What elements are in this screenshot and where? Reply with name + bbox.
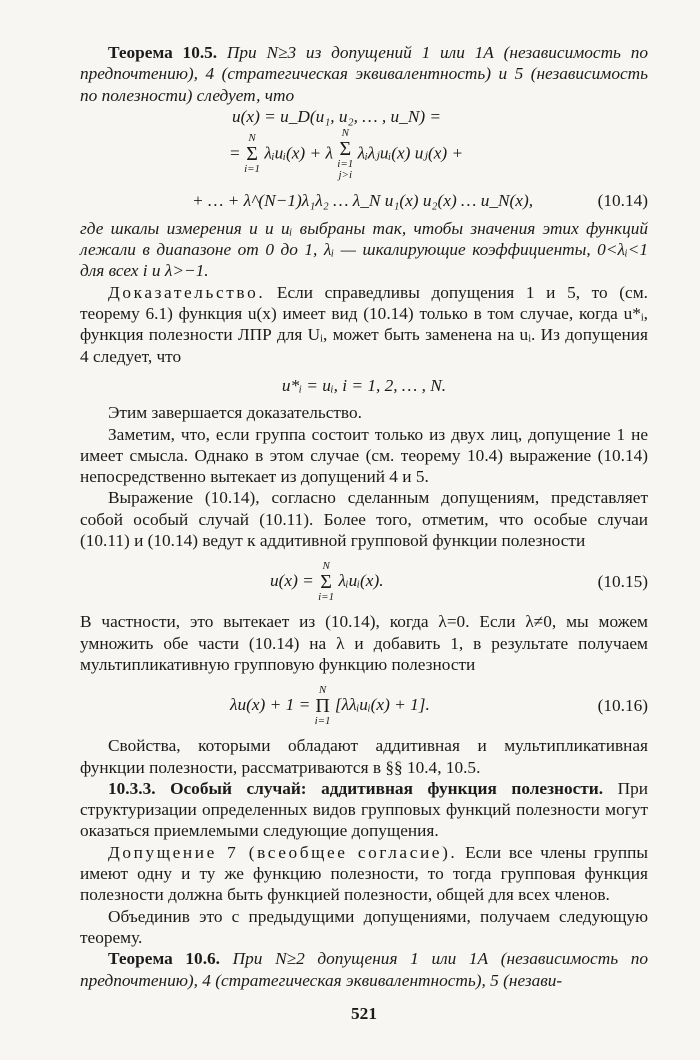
- sum-1-top: N: [248, 132, 256, 145]
- theorem-10-5-head: Теорема 10.5.: [108, 43, 218, 62]
- theorem-10-6: [80, 948, 648, 991]
- eq-10-16-right: [λλᵢuᵢ(x) + 1].: [334, 695, 430, 715]
- eq-10-14-number: (10.14): [597, 190, 648, 210]
- sum-10-15-top: N: [322, 560, 330, 573]
- sum-sign-10-15: N Σ i=1: [318, 560, 335, 604]
- eq-10-15-left: u(x) =: [270, 571, 319, 591]
- proof-paragraph: [80, 282, 648, 367]
- sum-2-subscript: j>i: [338, 168, 353, 181]
- eq-10-16-left: λu(x) + 1 =: [230, 695, 315, 715]
- sum-1-bottom: i=1: [244, 163, 261, 176]
- prod-10-16-bottom: i=1: [314, 715, 331, 728]
- proof-end: Этим завершается доказательство.: [108, 403, 362, 423]
- theorem-10-6-head: Теорема 10.6.: [108, 949, 220, 969]
- sum-10-15-bottom: i=1: [318, 591, 335, 604]
- equation-10-14: [80, 106, 648, 212]
- sum-2-bottom: i=1: [337, 157, 354, 170]
- particular-paragraph: В частности, это вытекает из (10.14), когда λ=0. Если λ≠0, мы можем умножить обе части (10.14) на λ и добавить 1, в результате получаем мультипликативную групповую функцию полезности: [80, 612, 648, 674]
- section-body: При структуризации определенных видов групповых функций полезности могут оказаться приемлемыми следующие допущения.: [80, 778, 648, 841]
- theorem-10-6-body: При N≥2 допущения 1 или 1А (независимость по предпочтению), 4 (стратегическая эквивалентность), 5 (незави-: [80, 949, 649, 990]
- equation-10-16: [80, 681, 648, 731]
- eq-10-14-line2: [230, 128, 463, 181]
- theorem-10-5-body: При N≥3 из допущений 1 или 1А (независимость по предпочтению), 4 (стратегическая эквивалентность) и 5 (независимость по полезности) следует, что: [80, 43, 648, 105]
- page-number: 521: [351, 1003, 377, 1023]
- theorem-10-5: [80, 42, 648, 106]
- assumption-7-body: Если все члены группы имеют одну и ту же функцию полезности, то тогда групповая функция полезности должна быть функцией полезности, общей для всех членов.: [80, 842, 649, 905]
- eq-10-14-line1: u(x) = u_D(u₁, u₂, … , u_N) =: [232, 106, 442, 126]
- expression-paragraph: Выражение (10.14), согласно сделанным допущениям, представляет собой особый случай (10.11). Более того, отметим, что особые случаи (10.11) и (10.14) ведут к аддитивной групповой функции полезности: [80, 488, 648, 551]
- assumption-7-head: Допущение 7 (всеобщее согласие).: [108, 842, 458, 862]
- assumption-7: [80, 842, 648, 906]
- after-10-14-text: где шкалы измерения u и uᵢ выбраны так, чтобы значения этих функций лежали в диапазоне от 0 до 1, λᵢ — шкалирующие коэффициенты, 0<λᵢ<1 для всех i и λ>−1.: [80, 218, 648, 281]
- sum-sign-2: N Σ i=1 j>i: [337, 126, 354, 181]
- eq-10-15-right: λᵢuᵢ(x).: [338, 571, 384, 591]
- sum-sign-1: N Σ i=1: [244, 132, 261, 176]
- sum-2-top: N: [341, 126, 349, 139]
- note-paragraph: Заметим, что, если группа состоит только из двух лиц, допущение 1 не имеет смысла. Однако в этом случае (см. теорему 10.4) выражение (10.14) непосредственно вытекает из допущений 4 и 5.: [80, 424, 648, 487]
- proof-formula: u*ᵢ = uᵢ, i = 1, 2, … , N.: [281, 375, 447, 395]
- section-heading: 10.3.3. Особый случай: аддитивная функция полезности.: [108, 778, 604, 798]
- proof-head: Доказательство.: [108, 282, 266, 302]
- eq-10-14-term1: λᵢuᵢ(x) + λ: [264, 143, 333, 163]
- eq-10-14-line2-left: =: [230, 143, 245, 163]
- product-sign-10-16: N Π i=1: [314, 684, 331, 728]
- properties-paragraph: Свойства, которыми обладают аддитивная и мультипликативная функции полезности, рассматриваются в §§ 10.4, 10.5.: [80, 736, 648, 777]
- eq-10-15-number: (10.15): [597, 572, 648, 592]
- combine-paragraph: Объединив это с предыдущими допущениями, получаем следующую теорему.: [80, 906, 648, 947]
- prod-10-16-top: N: [318, 684, 327, 697]
- equation-10-15: [80, 557, 648, 607]
- section-10-3-3: [80, 778, 648, 842]
- eq-10-14-line3: + … + λ^(N−1)λ₁λ₂ … λ_N u₁(x) u₂(x) … u_N(x),: [192, 190, 534, 210]
- eq-10-14-term2: λᵢλⱼuᵢ(x) uⱼ(x) +: [357, 143, 464, 163]
- proof-body: Если справедливы допущения 1 и 5, то (см. теорему 6.1) функция u(x) имеет вид (10.14) только в том случае, когда u*ᵢ, функция полезности ЛПР для Uᵢ, может быть заменена на uᵢ. Из допущения 4 следует, что: [80, 282, 648, 366]
- eq-10-16-number: (10.16): [597, 696, 648, 716]
